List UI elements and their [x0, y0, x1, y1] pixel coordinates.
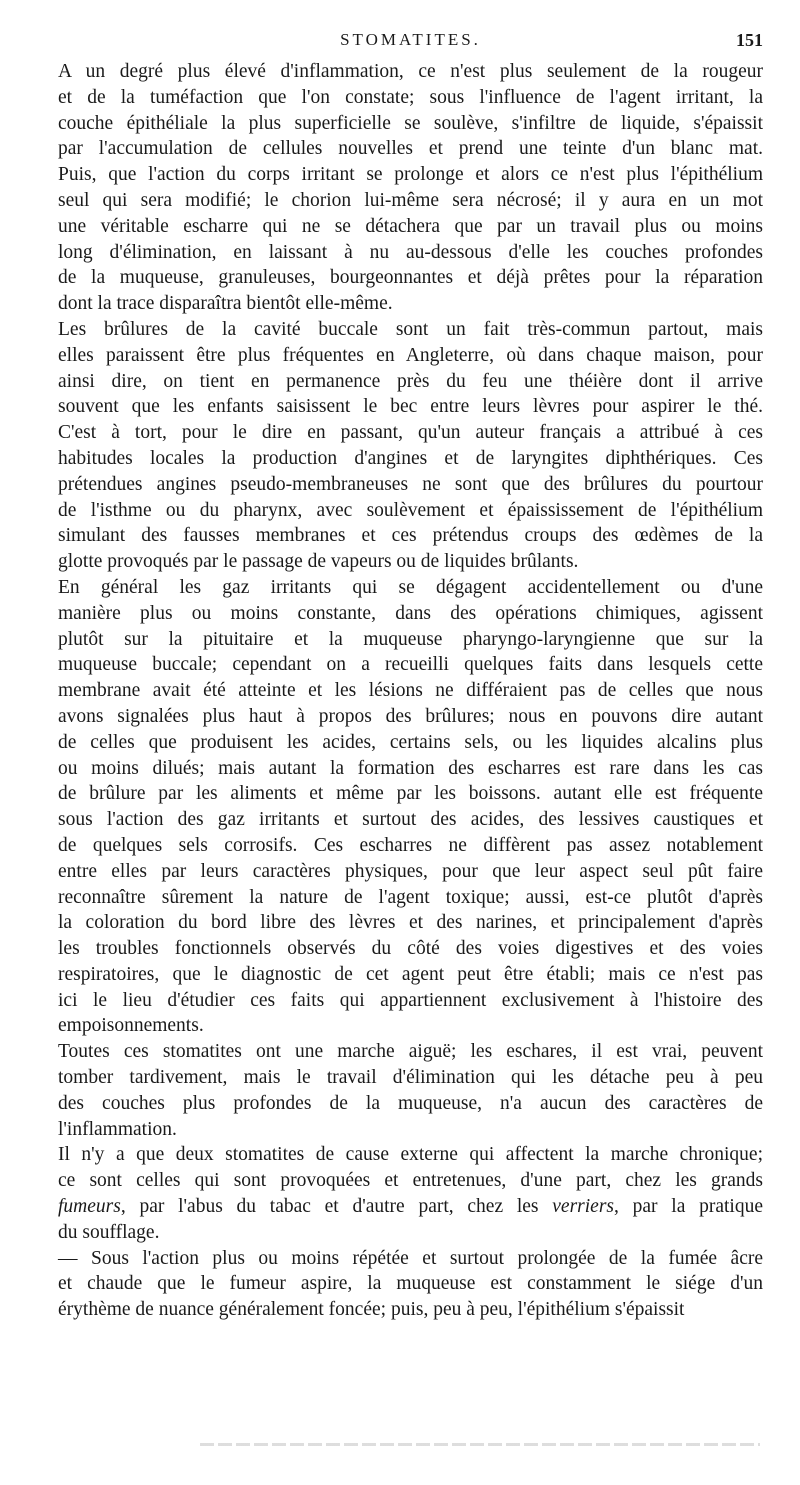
- text-line: ici le lieu d'étudier ces faits qui appartiennent exclusivement à l'histoire des: [58, 989, 763, 1011]
- text-line: de l'isthme ou du pharynx, avec soulèvement et épaississement de l'épithélium: [58, 499, 763, 521]
- text-line: A un degré plus élevé d'inflammation, ce n'est plus seulement de la rougeur: [58, 61, 763, 82]
- text-line: dont la trace disparaîtra bientôt elle-même.: [58, 293, 393, 315]
- text-line: ou moins dilués; mais autant la formation des escharres est rare dans les cas: [58, 757, 763, 779]
- text-line: souvent que les enfants saisissent le bec entre leurs lèvres pour aspirer le thé.: [58, 396, 763, 418]
- text-line: fumeurs, par l'abus du tabac et d'autre part, chez les verriers, par la pratique: [58, 1196, 763, 1218]
- italic-term: fumeurs: [58, 1196, 121, 1218]
- italic-term: verriers: [552, 1196, 615, 1218]
- text-line: une véritable escharre qui ne se détachera que par un travail plus ou moins: [58, 215, 763, 237]
- text-line: Puis, que l'action du corps irritant se prolonge et alors ce n'est plus l'épithélium: [58, 164, 763, 186]
- text-line: habitudes locales la production d'angines et de laryngites diphthériques. Ces: [58, 447, 763, 469]
- text-line: membrane avait été atteinte et les lésions ne différaient pas de celles que nous: [58, 680, 763, 702]
- faint-footer-trace: [200, 1443, 760, 1446]
- text-line: seul qui sera modifié; le chorion lui-même sera nécrosé; il y aura en un mot: [58, 189, 763, 211]
- text-line: ce sont celles qui sont provoquées et entretenues, d'une part, chez les grands: [58, 1170, 763, 1192]
- text-line: entre elles par leurs caractères physiques, pour que leur aspect seul pût faire: [58, 860, 763, 882]
- text-line: ainsi dire, on tient en permanence près du feu une théière dont il arrive: [58, 370, 763, 392]
- text-line: manière plus ou moins constante, dans des opérations chimiques, agissent: [58, 602, 763, 624]
- running-header: [58, 30, 763, 54]
- text-line: — Sous l'action plus ou moins répétée et surtout prolongée de la fumée âcre: [58, 1247, 763, 1269]
- text-line: érythème de nuance généralement foncée; puis, peu à peu, l'épithélium s'épaissit: [58, 1299, 685, 1321]
- text-line: C'est à tort, pour le dire en passant, qu'un auteur français a attribué à ces: [58, 422, 763, 444]
- text-line: avons signalées plus haut à propos des brûlures; nous en pouvons dire autant: [58, 705, 763, 727]
- paragraph: [58, 1039, 763, 1142]
- text-line: glotte provoqués par le passage de vapeurs ou de liquides brûlants.: [58, 551, 579, 573]
- text-line: du soufflage.: [58, 1221, 160, 1243]
- paragraph: [58, 317, 763, 575]
- text-line: et de la tuméfaction que l'on constate; sous l'influence de l'agent irritant, la: [58, 86, 763, 108]
- text-line: empoisonnements.: [58, 1015, 204, 1037]
- text-line: sous l'action des gaz irritants et surtout des acides, des lessives caustiques et: [58, 809, 763, 831]
- running-title: STOMATITES.: [340, 30, 481, 49]
- text-line: reconnaître sûrement la nature de l'agent toxique; aussi, est-ce plutôt d'après: [58, 886, 763, 908]
- text-line: muqueuse buccale; cependant on a recueilli quelques faits dans lesquels cette: [58, 654, 763, 676]
- body-text: [58, 59, 763, 1323]
- text-line: de la muqueuse, granuleuses, bourgeonnantes et déjà prêtes pour la réparation: [58, 267, 763, 289]
- text-line: couche épithéliale la plus superficielle se soulève, s'infiltre de liquide, s'épaissit: [58, 112, 763, 134]
- text-line: des couches plus profondes de la muqueuse, n'a aucun des caractères de: [58, 1092, 763, 1114]
- text-line: Il n'y a que deux stomatites de cause externe qui affectent la marche chronique;: [58, 1144, 763, 1166]
- paragraph: [58, 575, 763, 1039]
- text-line: En général les gaz irritants qui se dégagent accidentellement ou d'une: [58, 576, 763, 598]
- text-line: la coloration du bord libre des lèvres et des narines, et principalement d'après: [58, 912, 763, 934]
- text-line: de celles que produisent les acides, certains sels, ou les liquides alcalins plus: [58, 731, 763, 753]
- paragraph: [58, 1142, 763, 1245]
- text-line: l'inflammation.: [58, 1118, 177, 1140]
- page-number: 151: [736, 30, 763, 50]
- paragraph: [58, 59, 763, 317]
- text-line: prétendues angines pseudo-membraneuses ne sont que des brûlures du pourtour: [58, 473, 763, 495]
- text-line: elles paraissent être plus fréquentes en Angleterre, où dans chaque maison, pour: [58, 344, 763, 366]
- text-line: les troubles fonctionnels observés du côté des voies digestives et des voies: [58, 938, 763, 960]
- text-line: par l'accumulation de cellules nouvelles et prend une teinte d'un blanc mat.: [58, 138, 763, 160]
- text-line: long d'élimination, en laissant à nu au-dessous d'elle les couches profondes: [58, 241, 763, 263]
- text-line: simulant des fausses membranes et ces prétendus croups des œdèmes de la: [58, 525, 763, 547]
- text-line: respiratoires, que le diagnostic de cet agent peut être établi; mais ce n'est pas: [58, 963, 763, 985]
- text-line: Toutes ces stomatites ont une marche aiguë; les eschares, il est vrai, peuvent: [58, 1041, 763, 1063]
- text-line: plutôt sur la pituitaire et la muqueuse pharyngo-laryngienne que sur la: [58, 628, 763, 650]
- text-line: de brûlure par les aliments et même par les boissons. autant elle est fréquente: [58, 783, 763, 805]
- paragraph: [58, 1246, 763, 1323]
- text-line: tomber tardivement, mais le travail d'élimination qui les détache peu à peu: [58, 1067, 763, 1089]
- text-line: et chaude que le fumeur aspire, la muqueuse est constamment le siége d'un: [58, 1273, 763, 1295]
- text-line: de quelques sels corrosifs. Ces escharres ne diffèrent pas assez notablement: [58, 834, 763, 856]
- text-line: Les brûlures de la cavité buccale sont un fait très-commun partout, mais: [58, 318, 763, 340]
